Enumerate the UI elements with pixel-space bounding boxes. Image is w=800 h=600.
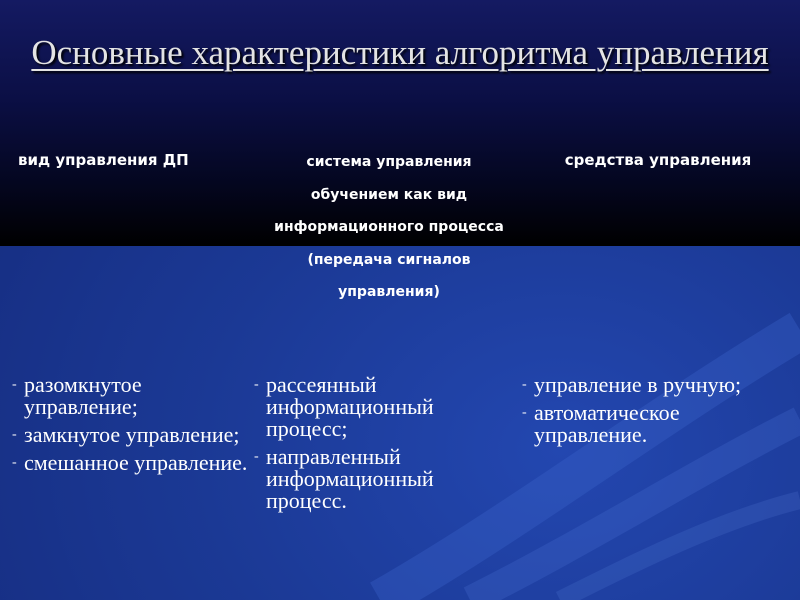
dash-bullet-icon: - xyxy=(522,377,527,392)
dash-bullet-icon: - xyxy=(254,449,259,464)
list-item: - направленный информационный процесс. xyxy=(254,444,434,513)
list-item: - автоматическое управление. xyxy=(522,400,680,447)
column-heading-control-system: система управления обучением как вид информационного процесса (передача сигналов управления) xyxy=(274,154,504,300)
list-item: - управление в ручную; xyxy=(522,372,742,397)
list-item: - рассеянный информационный процесс; xyxy=(254,372,434,441)
list-item: - замкнутое управление; xyxy=(12,422,240,447)
column-heading-control-type: вид управления ДП xyxy=(18,151,189,169)
dash-bullet-icon: - xyxy=(522,405,527,420)
control-system-list xyxy=(254,374,516,518)
dash-bullet-icon: - xyxy=(12,377,17,392)
column-heading-control-means: средства управления xyxy=(564,151,752,169)
list-item: - смешанное управление. xyxy=(12,450,248,475)
dash-bullet-icon: - xyxy=(12,455,17,470)
list-item: - разомкнутое управление; xyxy=(12,372,142,419)
control-means-list xyxy=(522,374,784,452)
slide-title: Основные характеристики алгоритма управления xyxy=(31,33,769,72)
control-type-list xyxy=(12,374,248,480)
dash-bullet-icon: - xyxy=(12,427,17,442)
dash-bullet-icon: - xyxy=(254,377,259,392)
